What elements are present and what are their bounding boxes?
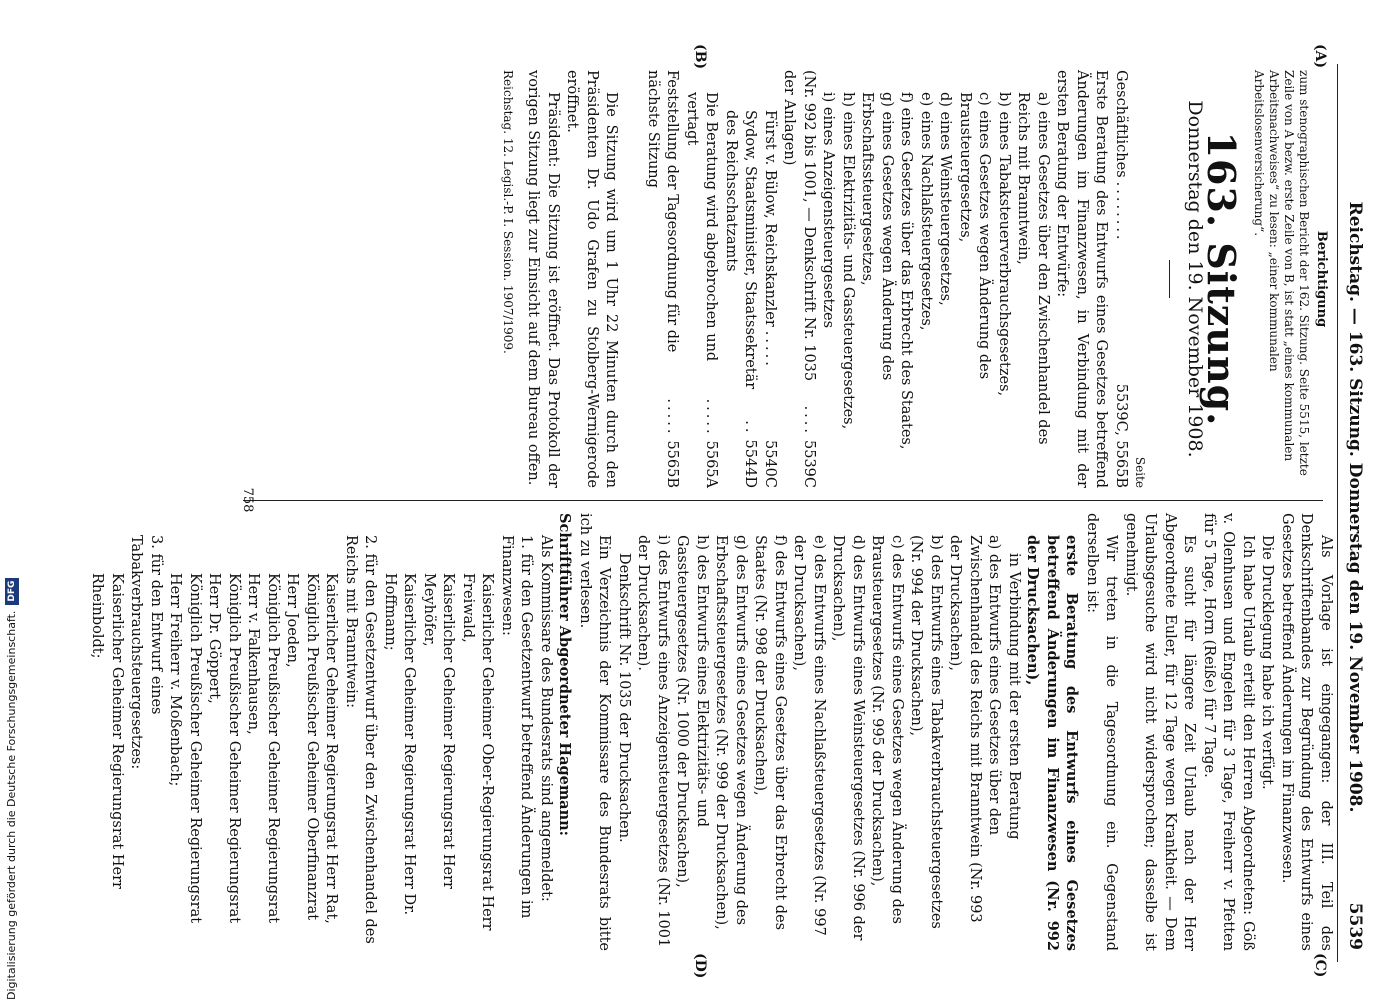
- paragraph: erste Beratung des Entwurfs eines Gesetzes betreffend Änderungen im Finanzwesen (Nr. 992 der Drucksachen),: [1024, 535, 1081, 951]
- paragraph: Als Kommissare des Bundesrats sind angemeldet:: [538, 535, 554, 902]
- list-item: 1. für den Gesetzentwurf betreffend Änderungen im Finanzwesen:: [499, 535, 535, 919]
- toc-entry: i) eines Anzeigensteuergesetzes: [820, 92, 837, 329]
- president-paragraph: Präsident: Die Sitzung ist eröffnet. Das Protokoll der vorigen Sitzung liegt zur Einsicht auf dem Bureau offen.: [525, 70, 561, 488]
- list-item: Königlich Preußischer Geheimer Oberfinanzrat Herr Joeden,: [284, 573, 320, 921]
- sitting-date: Donnerstag den 19. November 1908.: [1184, 100, 1206, 458]
- column-divider: [243, 500, 1323, 501]
- toc-entry: g) eines Gesetzes wegen Änderung des Erbschaftssteuergesetzes,: [859, 92, 895, 381]
- paragraph: Ein Verzeichnis der Kommissare des Bundesrats bitte ich zu verlesen.: [577, 513, 613, 951]
- list-item: Königlich Preußischer Geheimer Regierungsrat Herr v. Falkenhausen,: [245, 573, 281, 924]
- header-page-number: 5539: [1345, 902, 1365, 950]
- list-item: f) des Entwurfs eines Gesetzes über das Erbrecht des Staates (Nr. 998 der Drucksachen),: [752, 535, 788, 931]
- list-item: 2. für den Gesetzentwurf über den Zwischenhandel des Reichs mit Branntwein:: [343, 535, 379, 944]
- opening-paragraph: Die Sitzung wird um 1 Uhr 22 Minuten durch den Präsidenten Dr. Udo Grafen zu Stolberg-Wernigerode eröffnet.: [564, 70, 620, 488]
- list-item: g) des Entwurfs eines Gesetzes wegen Änderung des Erbschaftssteuergesetzes (Nr. 999 der Drucksachen),: [713, 535, 749, 930]
- toc-entry: Sydow, Staatsminister, Staatssekretär des Reichsschatzamts .. 5544D: [723, 110, 759, 488]
- toc-entry: f) eines Gesetzes über das Erbrecht des Staates,: [898, 92, 915, 450]
- header-rule: [1337, 64, 1338, 962]
- toc-entry: c) eines Gesetzes wegen Änderung des Brausteuergesetzes,: [957, 92, 993, 380]
- bill-list: [614, 513, 1004, 951]
- paragraph: Als Vorlage ist eingegangen: der III. Teil des Denkschriftenbandes zur Begründung des Entwurfs eines Gesetzes betreffend Änderungen im Finanzwesen.: [1279, 513, 1334, 951]
- paragraph: Wir treten in die Tagesordnung ein. Gegenstand derselben ist:: [1084, 513, 1120, 951]
- sitting-title: 163. Sitzung.: [1199, 131, 1245, 427]
- toc-entry: d) eines Weinsteuergesetzes,: [937, 92, 954, 306]
- footer-text: Digitalisierung gefördert durch die Deutsche Forschungsgemeinschaft.: [5, 610, 18, 1000]
- commissioner-list: [87, 513, 536, 951]
- toc-entry: b) eines Tabaksteuerverbrauchsgesetzes,: [996, 92, 1012, 397]
- toc-entry: Fürst v. Bülow, Reichskanzler ..... 5540C: [762, 110, 778, 488]
- list-item: d) des Entwurfs eines Weinsteuergesetzes (Nr. 996 der Drucksachen),: [830, 535, 866, 941]
- right-column: [87, 513, 1335, 951]
- correction-title: Berichtigung: [1314, 230, 1329, 328]
- list-item: 3. für den Entwurf eines Tabakverbrauchsteuergesetzes:: [128, 535, 164, 770]
- dfg-logo: DFG: [5, 578, 19, 605]
- toc-entry: h) eines Elektrizitäts- und Gassteuergesetzes,: [840, 92, 856, 430]
- toc-entry: e) eines Nachlaßsteuergesetzes,: [918, 92, 934, 331]
- list-item: Denkschrift Nr. 1035 der Drucksachen.: [616, 553, 632, 843]
- toc-entry: Erste Beratung des Entwurfs eines Gesetzes betreffend Änderungen im Finanzwesen, in Verbindung mit der ersten Beratung der Entwürfe:: [1054, 70, 1110, 488]
- list-item: h) des Entwurfs eines Elektrizitäts- und Gassteuergesetzes (Nr. 1000 der Drucksachen),: [674, 535, 710, 888]
- correction-text: zum stenographischen Bericht der 162. Sitzung. Seite 5515, letzte Zeile von A bezw. erste Zeile von B, ist statt „eines kommunalen Arbeitsnachweises“ zu lesen: „einer kommunalen Arbeitslosenversicherung“.: [1252, 70, 1312, 476]
- list-item: b) des Entwurfs eines Tabakverbrauchsteuergesetzes (Nr. 994 der Drucksachen),: [908, 535, 944, 929]
- list-item: Kaiserlicher Geheimer Ober-Regierungsrat Herr Freiwald,: [460, 573, 496, 931]
- list-item: i) des Entwurfs eines Anzeigensteuergesetzes (Nr. 1001 der Drucksachen).: [635, 535, 671, 948]
- toc-entry: Feststellung der Tagesordnung für die nächste Sitzung ..... 5565B: [645, 70, 681, 488]
- toc-entry: (Nr. 992 bis 1001, — Denkschrift Nr. 1035 der Anlagen) .... 5539C: [781, 70, 817, 488]
- footer-credit: [0, 580, 24, 1000]
- header-title: Reichstag. — 163. Sitzung. Donnerstag den 19. November 1908.: [1345, 201, 1365, 813]
- list-item: Kaiserlicher Geheimer Regierungsrat Herr Rat,: [323, 573, 340, 924]
- list-item: Kaiserlicher Geheimer Regierungsrat Herr Dr. Hoffmann;: [382, 573, 418, 916]
- list-item: e) des Entwurfs eines Nachlaßsteuergesetzes (Nr. 997 der Drucksachen),: [791, 535, 827, 936]
- title-rule: [1170, 260, 1171, 298]
- running-header: [1343, 64, 1365, 950]
- bottom-page-number: 758: [240, 487, 255, 513]
- list-item: a) des Entwurfs eines Gesetzes über den Zwischenhandel des Reichs mit Branntwein (Nr. 993 der Drucksachen),: [947, 535, 1003, 923]
- paragraph: Die Drucklegung habe ich verfügt.: [1259, 535, 1276, 790]
- list-item: Königlich Preußischer Geheimer Regierungsrat Herr Freiherr v. Moßenbach;: [167, 573, 203, 924]
- margin-mark-d: (D): [692, 953, 708, 979]
- table-of-contents: [643, 70, 1131, 488]
- list-item: Kaiserlicher Geheimer Regierungsrat Herr Meyhöfer,: [421, 573, 457, 889]
- paragraph: Ich habe Urlaub erteilt den Herren Abgeordneten: Göß v. Olenhusen und Engelen für 3 Tage, Freiherr v. Pfetten für 5 Tage, Horn (Reiße) für 7 Tage.: [1201, 513, 1256, 951]
- margin-mark-a: (A): [1312, 44, 1328, 69]
- toc-entry: Die Beratung wird abgebrochen und vertagt ..... 5565A: [684, 92, 720, 488]
- margin-mark-b: (B): [692, 44, 708, 70]
- list-item: Königlich Preußischer Geheimer Regierungsrat Herr Dr. Göppert,: [206, 573, 242, 924]
- toc-seite-label: Seite: [1133, 456, 1148, 488]
- paragraph: Es sucht für längere Zeit Urlaub nach der Herr Abgeordnete Euler, für 12 Tage wegen Krankheit. — Dem Urlaubsgesuche wird nicht widersprochen; dasselbe ist genehmigt.: [1123, 513, 1198, 951]
- paragraph: in Verbindung mit der ersten Beratung: [1006, 553, 1022, 840]
- toc-entry: a) eines Gesetzes über den Zwischenhandel des Reichs mit Branntwein,: [1015, 92, 1051, 445]
- speaker: Schriftführer Abgeordneter Hagemann:: [556, 513, 574, 837]
- margin-mark-c: (C): [1312, 953, 1328, 978]
- list-item: c) des Entwurfs eines Gesetzes wegen Änderung des Brausteuergesetzes (Nr. 995 der Drucksachen),: [869, 535, 905, 924]
- list-item: Kaiserlicher Geheimer Regierungsrat Herr Rheinboldt;: [89, 573, 125, 889]
- toc-entry: Geschäftliches ........ 5539C, 5565B: [1113, 70, 1129, 488]
- left-column: [500, 70, 1335, 488]
- footnote: Reichstag. 12. Legisl.-P. I. Session. 1907/1909.: [501, 70, 515, 354]
